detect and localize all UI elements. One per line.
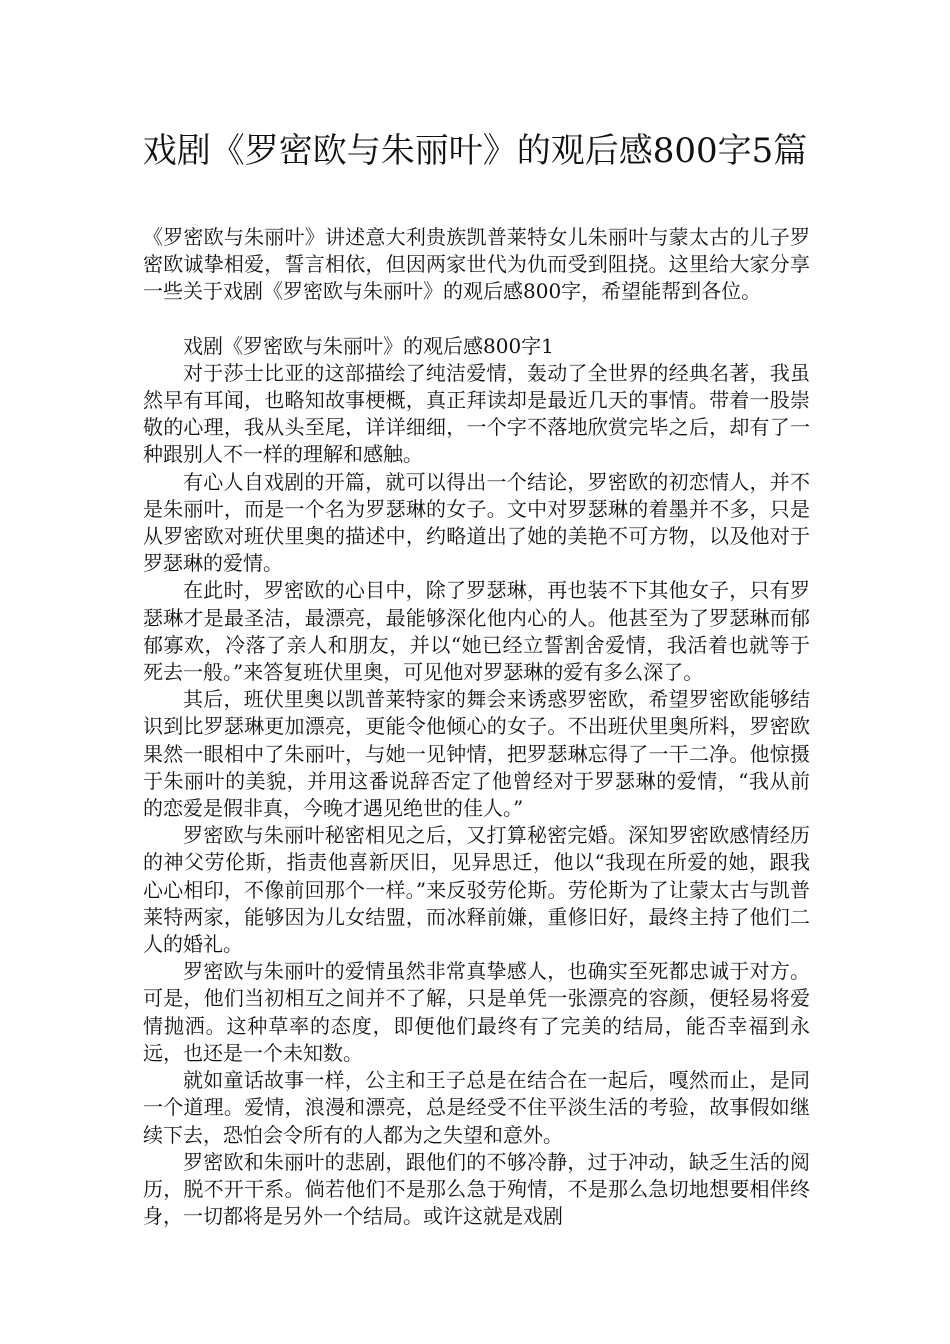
body-paragraph: 罗密欧与朱丽叶秘密相见之后，又打算秘密完婚。深知罗密欧感情经历的神父劳伦斯，指责他喜新厌旧，见异思迁，他以“我现在所爱的她，跟我心心相印，不像前回那个一样。”来反驳劳伦斯。劳伦斯为了让蒙太古与凯普莱特两家，能够因为儿女结盟，而冰释前嫌，重修旧好，最终主持了他们二人的婚礼。 bbox=[143, 823, 810, 957]
body-paragraph: 对于莎士比亚的这部描绘了纯洁爱情，轰动了全世界的经典名著，我虽然早有耳闻，也略知故事梗概，真正拜读却是最近几天的事情。带着一股崇敬的心理，我从头至尾，详详细细，一个字不落地欣赏完毕之后，却有了一种跟别人不一样的理解和感触。 bbox=[143, 360, 810, 467]
document-title: 戏剧《罗密欧与朱丽叶》的观后感800字5篇 bbox=[142, 131, 808, 171]
body-paragraph: 其后，班伏里奥以凯普莱特家的舞会来诱惑罗密欧，希望罗密欧能够结识到比罗瑟琳更加漂亮，更能令他倾心的女子。不出班伏里奥所料，罗密欧果然一眼相中了朱丽叶，与她一见钟情，把罗瑟琳忘得了一干二净。他惊摄于朱丽叶的美貌，并用这番说辞否定了他曾经对于罗瑟琳的爱情，“我从前的恋爱是假非真，今晚才遇见绝世的佳人。” bbox=[143, 687, 810, 821]
body-paragraph: 罗密欧与朱丽叶的爱情虽然非常真挚感人，也确实至死都忠诚于对方。可是，他们当初相互之间并不了解，只是单凭一张漂亮的容颜，便轻易将爱情抛洒。这种草率的态度，即便他们最终有了完美的结局，能否幸福到永远，也还是一个未知数。 bbox=[143, 959, 810, 1065]
body-paragraph: 就如童话故事一样，公主和王子总是在结合在一起后，嘎然而止，是同一个道理。爱情，浪漫和漂亮，总是经受不住平淡生活的考验，故事假如继续下去，恐怕会令所有的人都为之失望和意外。 bbox=[143, 1068, 810, 1147]
body-paragraph: 罗密欧和朱丽叶的悲剧，跟他们的不够冷静，过于冲动，缺乏生活的阅历，脱不开干系。倘若他们不是那么急于殉情，不是那么急切地想要相伴终身，一切都将是另外一个结局。或许这就是戏剧 bbox=[143, 1149, 810, 1229]
document-body bbox=[143, 224, 810, 1230]
body-paragraph: 在此时，罗密欧的心目中，除了罗瑟琳，再也装不下其他女子，只有罗瑟琳才是最圣洁，最漂亮，最能够深化他内心的人。他甚至为了罗瑟琳而郁郁寡欢，冷落了亲人和朋友，并以“她已经立誓割舍爱情，我活着也就等于死去一般。”来答复班伏里奥，可见他对罗瑟琳的爱有多么深了。 bbox=[143, 578, 810, 685]
paragraph-spacer bbox=[143, 306, 810, 333]
section-heading: 戏剧《罗密欧与朱丽叶》的观后感800字1 bbox=[183, 333, 554, 358]
intro-paragraph: 《罗密欧与朱丽叶》讲述意大利贵族凯普莱特女儿朱丽叶与蒙太古的儿子罗密欧诚挚相爱，誓言相依，但因两家世代为仇而受到阻挠。这里给大家分享一些关于戏剧《罗密欧与朱丽叶》的观后感800字，希望能帮到各位。 bbox=[143, 225, 810, 304]
body-paragraph: 有心人自戏剧的开篇，就可以得出一个结论，罗密欧的初恋情人，并不是朱丽叶，而是一个名为罗瑟琳的女子。文中对罗瑟琳的着墨并不多，只是从罗密欧对班伏里奥的描述中，约略道出了她的美艳不可方物，以及他对于罗瑟琳的爱情。 bbox=[143, 469, 810, 576]
